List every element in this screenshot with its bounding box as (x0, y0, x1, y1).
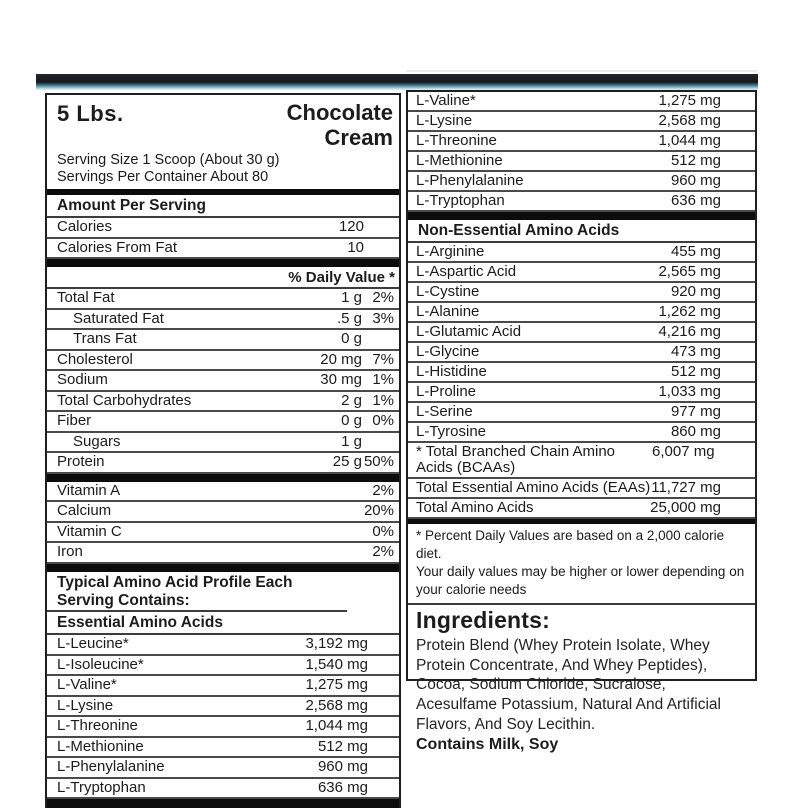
footnote-line-1: * Percent Daily Values are based on a 2,000 calorie diet. (416, 527, 725, 562)
nutrition-facts-panel (45, 93, 401, 808)
amino-acid-label: L-Valine* (416, 92, 476, 109)
amino-total-row (408, 499, 755, 519)
vitamin-label: Vitamin C (57, 522, 122, 540)
label-accent-bar (36, 74, 758, 90)
amino-acid-label: L-Tyrosine (416, 422, 487, 440)
nutrient-row (47, 412, 399, 433)
amino-acid-row (408, 172, 755, 192)
product-flavor: Chocolate Cream (286, 100, 393, 150)
nutrient-daily-value: 0% (372, 412, 394, 430)
vitamin-label: Calcium (57, 502, 112, 520)
amino-acid-label: L-Lysine (416, 112, 473, 129)
amino-acid-label: L-Histidine (416, 362, 487, 380)
amino-acid-value: 4,216 mg (658, 322, 721, 340)
nutrient-row (47, 392, 399, 413)
vitamin-label: Iron (57, 543, 83, 561)
amino-acid-label: L-Glutamic Acid (416, 322, 522, 340)
nutrient-daily-value: 3% (372, 309, 394, 327)
nutrient-label: Total Carbohydrates (57, 391, 192, 409)
amino-acid-label: L-Leucine* (57, 635, 129, 653)
amino-acid-value: 1,262 mg (658, 302, 721, 320)
amino-acid-label: L-Cystine (416, 282, 480, 300)
amino-acid-label: L-Tryptophan (57, 778, 146, 796)
footnote-line-2: Your daily values may be higher or lower depending on your calorie needs (416, 564, 745, 598)
vitamin-label: Vitamin A (57, 481, 121, 499)
vitamin-row (47, 482, 399, 503)
amino-acid-label: L-Lysine (57, 696, 114, 714)
daily-value-footnote (408, 524, 755, 605)
vitamin-daily-value: 0% (372, 522, 394, 540)
amino-acid-row (47, 676, 399, 697)
amino-acid-row (47, 635, 399, 656)
amino-acid-label: L-Methionine (416, 152, 503, 169)
amino-acid-row (408, 152, 755, 172)
amino-acid-row (408, 423, 755, 443)
amount-per-serving-header: Amount Per Serving (47, 195, 399, 218)
amino-total-label: Total Amino Acids (416, 498, 534, 516)
amino-acid-row (408, 132, 755, 152)
amino-acid-row (408, 92, 755, 112)
amino-acid-value: 860 mg (670, 422, 721, 440)
amino-acid-value: 512 mg (670, 152, 721, 169)
panel-end-bar (47, 799, 399, 808)
amino-acid-label: L-Proline (416, 382, 477, 400)
product-size: 5 Lbs. (57, 101, 124, 126)
amino-acid-label: L-Serine (416, 402, 473, 420)
amino-acid-row (408, 383, 755, 403)
nutrient-amount: 0 g (341, 330, 362, 348)
amino-total-value: 25,000 mg (650, 498, 721, 516)
amino-acid-row (408, 363, 755, 383)
vitamin-row (47, 502, 399, 523)
amino-acid-label: L-Methionine (57, 737, 144, 755)
amino-acid-label: L-Glycine (416, 342, 480, 360)
calorie-list (47, 218, 399, 259)
section-divider (47, 259, 399, 267)
amino-acid-value: 636 mg (317, 778, 368, 796)
nutrient-row (47, 289, 399, 310)
nutrient-daily-value: 1% (372, 391, 394, 409)
amino-acid-value: 512 mg (317, 737, 368, 755)
amino-acid-row (408, 283, 755, 303)
essential-amino-header: Essential Amino Acids (47, 612, 399, 635)
amino-acid-row (408, 323, 755, 343)
amino-total-label: Total Essential Amino Acids (EAAs) (416, 478, 651, 496)
amino-acid-value: 636 mg (670, 192, 721, 209)
amino-acid-value: 2,568 mg (305, 696, 368, 714)
amino-acid-value: 2,565 mg (658, 262, 721, 280)
nutrient-row (47, 351, 399, 372)
amino-acid-value: 1,275 mg (658, 92, 721, 109)
amino-acid-row (47, 717, 399, 738)
vitamin-row (47, 523, 399, 544)
calorie-row (47, 218, 399, 239)
amino-total-value: 11,727 mg (651, 478, 721, 496)
nutrient-label: Sugars (73, 432, 121, 450)
section-divider (408, 212, 755, 220)
amino-acid-label: L-Tryptophan (416, 192, 505, 209)
nutrient-label: Fiber (57, 412, 92, 430)
nutrient-list (47, 289, 399, 474)
nutrient-amount: 2 g (341, 391, 362, 409)
amino-acid-value: 473 mg (670, 342, 721, 360)
nutrient-label: Trans Fat (73, 330, 137, 348)
amino-acid-value: 1,033 mg (658, 382, 721, 400)
vitamin-row (47, 543, 399, 564)
amino-acid-row (408, 192, 755, 212)
nutrient-daily-value: 50% (363, 453, 394, 471)
amino-acid-value: 1,044 mg (658, 132, 721, 149)
amino-acid-value: 2,568 mg (658, 112, 721, 129)
nutrient-row (47, 330, 399, 351)
nutrient-label: Protein (57, 453, 105, 471)
amino-acid-row (47, 738, 399, 759)
ingredients-text: Protein Blend (Whey Protein Isolate, Whey Protein Concentrate, And Whey Peptides), Cocoa, Sodium Chloride, Sucralose, Acesulfame Potassium, Natural And Artificial Flavors, And Soy Lecithin. (416, 636, 721, 733)
nutrient-row (47, 310, 399, 331)
amino-acid-row (408, 403, 755, 423)
nutrient-amount: 1 g (341, 289, 362, 307)
amino-acid-value: 3,192 mg (305, 635, 368, 653)
vitamin-list (47, 482, 399, 564)
amino-acid-value: 455 mg (670, 242, 721, 260)
amino-acid-row (47, 656, 399, 677)
ingredients-heading: Ingredients: (416, 606, 551, 633)
amino-acid-value: 1,275 mg (305, 676, 368, 694)
amino-acid-row (47, 758, 399, 779)
amino-acid-label: L-Arginine (416, 242, 485, 260)
calorie-row (47, 239, 399, 260)
amino-acid-row (408, 303, 755, 323)
vitamin-daily-value: 20% (363, 502, 394, 520)
amino-acid-value: 1,540 mg (305, 655, 368, 673)
amino-acid-row (47, 779, 399, 800)
non-essential-amino-list (408, 243, 755, 443)
daily-value-header: % Daily Value * (47, 267, 399, 289)
nutrient-daily-value: 7% (372, 350, 394, 368)
essential-amino-list (47, 635, 399, 799)
amino-acid-value: 920 mg (670, 282, 721, 300)
amino-acid-label: L-Phenylalanine (416, 172, 524, 189)
nutrient-label: Cholesterol (57, 350, 133, 368)
amino-acid-label: L-Phenylalanine (57, 758, 165, 776)
nutrient-row (47, 433, 399, 454)
amino-acid-label: L-Isoleucine* (57, 655, 144, 673)
cropped-row-hint (406, 62, 757, 72)
amino-acid-label: L-Threonine (416, 132, 497, 149)
amino-profile-title: Typical Amino Acid Profile Each Serving Contains: (47, 572, 347, 613)
section-divider (47, 564, 399, 572)
amino-ingredients-panel (406, 90, 757, 753)
nutrient-daily-value: 2% (372, 289, 394, 307)
vitamin-daily-value: 2% (372, 543, 394, 561)
amino-acid-row (408, 112, 755, 132)
amino-acid-value: 960 mg (317, 758, 368, 776)
calorie-value: 120 (338, 218, 364, 236)
essential-amino-list-continued (408, 92, 755, 212)
servings-per-container-text: Servings Per Container About 80 (57, 169, 269, 186)
amino-acid-value: 960 mg (670, 172, 721, 189)
nutrient-amount: 20 mg (320, 350, 362, 368)
allergen-statement: Contains Milk, Soy (416, 735, 559, 753)
nutrient-amount: 0 g (341, 412, 362, 430)
nutrient-daily-value: 1% (372, 371, 394, 389)
section-divider (47, 474, 399, 482)
serving-size-text: Serving Size 1 Scoop (About 30 g) (57, 152, 280, 169)
nutrient-row (47, 371, 399, 392)
amino-acid-label: L-Aspartic Acid (416, 262, 517, 280)
amino-total-value: 6,007 mg (652, 442, 715, 460)
amino-acid-label: L-Alanine (416, 302, 480, 320)
amino-acid-label: L-Threonine (57, 717, 138, 735)
amino-total-row (408, 443, 755, 479)
calorie-label: Calories (57, 218, 113, 236)
amino-acid-row (408, 263, 755, 283)
nutrient-label: Total Fat (57, 289, 115, 307)
amino-acid-value: 977 mg (670, 402, 721, 420)
nutrient-row (47, 453, 399, 474)
nutrient-label: Sodium (57, 371, 108, 389)
non-essential-amino-header: Non-Essential Amino Acids (408, 220, 755, 243)
amino-acid-row (408, 343, 755, 363)
amino-acid-row (408, 243, 755, 263)
amino-total-label: * Total Branched Chain Amino Acids (BCAAs) (416, 442, 616, 476)
nutrient-amount: 30 mg (320, 371, 362, 389)
nutrient-amount: 1 g (341, 432, 362, 450)
amino-totals-list (408, 443, 755, 519)
amino-acid-value: 1,044 mg (305, 717, 368, 735)
label-header (47, 95, 399, 152)
calorie-label: Calories From Fat (57, 238, 178, 256)
amino-total-row (408, 479, 755, 499)
nutrient-amount: .5 g (336, 309, 362, 327)
amino-acid-label: L-Valine* (57, 676, 117, 694)
amino-acid-value: 512 mg (670, 362, 721, 380)
vitamin-daily-value: 2% (372, 481, 394, 499)
amino-acid-row (47, 697, 399, 718)
nutrient-label: Saturated Fat (73, 309, 164, 327)
calorie-value: 10 (347, 238, 364, 256)
nutrient-amount: 25 g (332, 453, 362, 471)
